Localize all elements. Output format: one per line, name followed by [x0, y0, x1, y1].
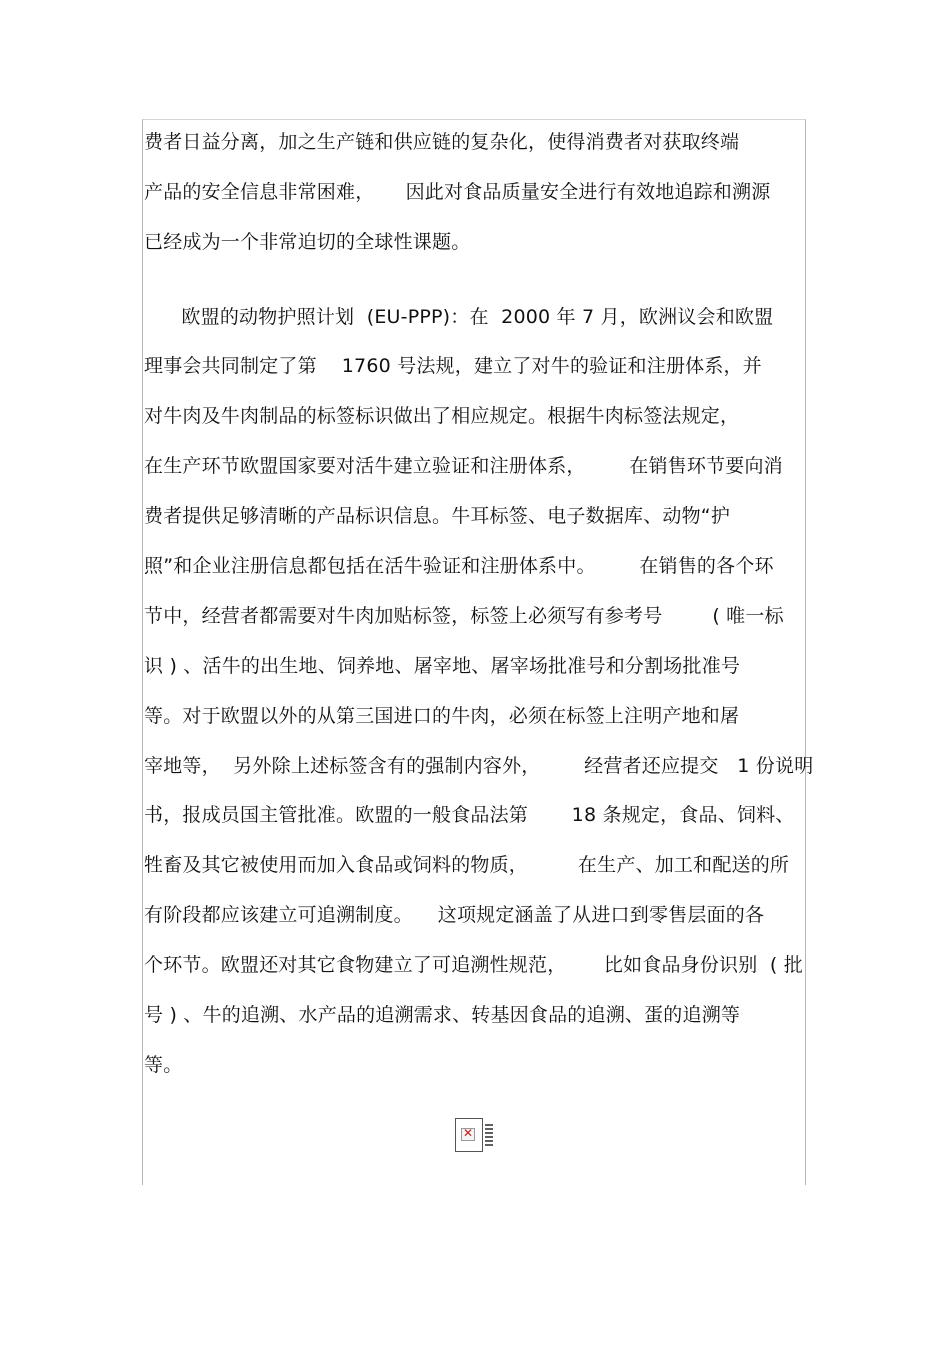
paragraph-2-line-11: 书，报成员国主管批准。欧盟的一般食品法第 18 条规定，食品、饲料、	[144, 804, 795, 826]
paragraph-2-line-4: 在生产环节欧盟国家要对活牛建立验证和注册体系， 在销售环节要向消	[144, 455, 783, 477]
broken-image-icon	[455, 1118, 495, 1154]
paragraph-1-line-2: 产品的安全信息非常困难， 因此对食品质量安全进行有效地追踪和溯源	[144, 181, 771, 203]
image-frame-icon	[455, 1118, 483, 1152]
paragraph-2-line-15: 号 ) 、牛的追溯、水产品的追溯需求、转基因食品的追溯、蛋的追溯等	[144, 1004, 741, 1026]
paragraph-2-line-5: 费者提供足够清晰的产品标识信息。牛耳标签、电子数据库、动物“护	[144, 505, 731, 527]
paragraph-2-line-3: 对牛肉及牛肉制品的标签标识做出了相应规定。根据牛肉标签法规定，	[144, 405, 740, 427]
paragraph-2-line-14: 个环节。欧盟还对其它食物建立了可追溯性规范， 比如食品身份识别 ( 批	[144, 954, 803, 976]
paragraph-2-line-6: 照”和企业注册信息都包括在活牛验证和注册体系中。 在销售的各个环	[144, 555, 774, 577]
paragraph-2-line-12: 牲畜及其它被使用而加入食品或饲料的物质， 在生产、加工和配送的所	[144, 854, 790, 876]
paragraph-2-line-10: 宰地等， 另外除上述标签含有的强制内容外， 经营者还应提交 1 份说明	[144, 755, 814, 777]
paragraph-1-line-3: 已经成为一个非常迫切的全球性课题。	[144, 231, 471, 253]
paragraph-2-line-1: 欧盟的动物护照计划 (EU-PPP)：在 2000 年 7 月，欧洲议会和欧盟	[144, 306, 774, 328]
paragraph-1-line-1: 费者日益分离，加之生产链和供应链的复杂化，使得消费者对获取终端	[144, 131, 740, 153]
paragraph-2-line-13: 有阶段都应该建立可追溯制度。 这项规定涵盖了从进口到零售层面的各	[144, 904, 765, 926]
paragraph-2-line-7: 节中，经营者都需要对牛肉加贴标签，标签上必须写有参考号 ( 唯一标	[144, 605, 784, 627]
paragraph-2-line-16: 等。	[144, 1054, 183, 1076]
paragraph-2-line-2: 理事会共同制定了第 1760 号法规，建立了对牛的验证和注册体系，并	[144, 355, 762, 377]
paragraph-2-line-8: 识 ) 、活牛的出生地、饲养地、屠宰地、屠宰场批准号和分割场批准号	[144, 655, 741, 677]
red-x-icon: ✕	[463, 1126, 474, 1140]
paragraph-2-line-9: 等。对于欧盟以外的从第三国进口的牛肉，必须在标签上注明产地和屠	[144, 705, 740, 727]
image-fragment-icon	[485, 1124, 493, 1146]
